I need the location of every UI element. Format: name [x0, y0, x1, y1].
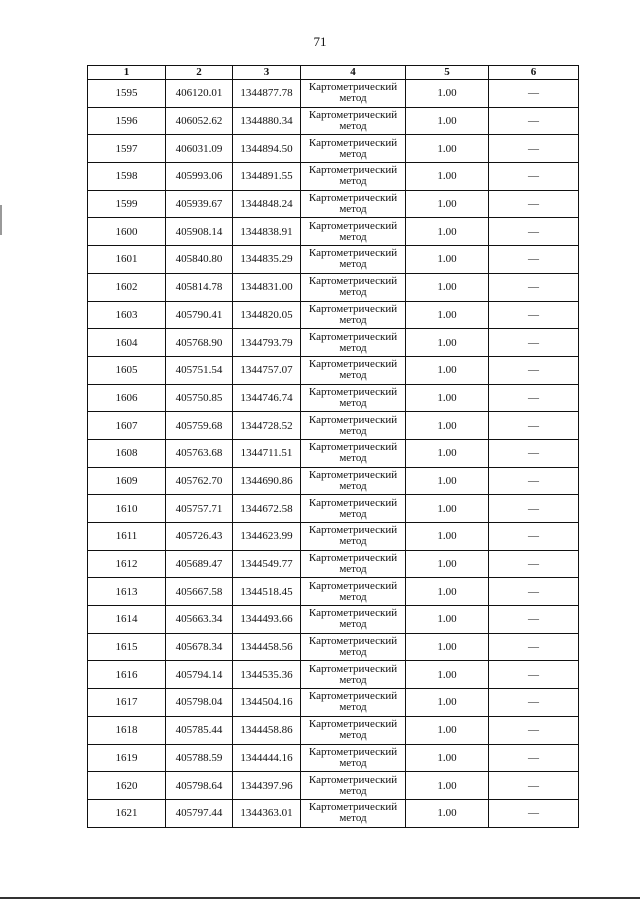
y-coordinate-cell: 1344549.77 [233, 550, 301, 578]
method-line-1: Картометрический [308, 192, 398, 205]
method-line-1: Картометрический [308, 801, 398, 814]
note-cell: — [489, 218, 579, 246]
method-cell [301, 550, 406, 578]
table-row [88, 716, 579, 744]
point-number-cell: 1613 [88, 578, 166, 606]
point-number-cell: 1615 [88, 633, 166, 661]
method-line-2: метод [339, 729, 367, 742]
method-cell [301, 190, 406, 218]
table-row [88, 329, 579, 357]
note-cell: — [489, 246, 579, 274]
note-cell: — [489, 689, 579, 717]
note-cell: — [489, 80, 579, 108]
accuracy-cell: 1.00 [406, 439, 489, 467]
point-number-cell: 1605 [88, 356, 166, 384]
method-line-1: Картометрический [308, 579, 398, 592]
method-line-2: метод [339, 147, 367, 160]
method-line-1: Картометрический [308, 358, 398, 371]
method-cell [301, 495, 406, 523]
method-line-2: метод [339, 535, 367, 548]
accuracy-cell: 1.00 [406, 107, 489, 135]
method-cell [301, 772, 406, 800]
point-number-cell: 1606 [88, 384, 166, 412]
x-coordinate-cell: 406052.62 [166, 107, 233, 135]
y-coordinate-cell: 1344835.29 [233, 246, 301, 274]
method-line-2: метод [339, 369, 367, 382]
note-cell: — [489, 356, 579, 384]
accuracy-cell: 1.00 [406, 716, 489, 744]
y-coordinate-cell: 1344746.74 [233, 384, 301, 412]
method-line-2: метод [339, 563, 367, 576]
coordinates-table [87, 65, 579, 828]
y-coordinate-cell: 1344458.56 [233, 633, 301, 661]
note-cell: — [489, 578, 579, 606]
method-line-1: Картометрический [308, 718, 398, 731]
accuracy-cell: 1.00 [406, 689, 489, 717]
x-coordinate-cell: 405798.04 [166, 689, 233, 717]
table-row [88, 495, 579, 523]
method-cell [301, 273, 406, 301]
x-coordinate-cell: 405663.34 [166, 606, 233, 634]
table-row [88, 190, 579, 218]
x-coordinate-cell: 405993.06 [166, 163, 233, 191]
method-line-1: Картометрический [308, 275, 398, 288]
accuracy-cell: 1.00 [406, 495, 489, 523]
method-line-2: метод [339, 507, 367, 520]
x-coordinate-cell: 405768.90 [166, 329, 233, 357]
method-line-1: Картометрический [308, 441, 398, 454]
method-cell [301, 578, 406, 606]
accuracy-cell: 1.00 [406, 218, 489, 246]
y-coordinate-cell: 1344757.07 [233, 356, 301, 384]
x-coordinate-cell: 405798.64 [166, 772, 233, 800]
method-line-1: Картометрический [308, 773, 398, 786]
accuracy-cell: 1.00 [406, 523, 489, 551]
point-number-cell: 1612 [88, 550, 166, 578]
accuracy-cell: 1.00 [406, 799, 489, 827]
y-coordinate-cell: 1344793.79 [233, 329, 301, 357]
table-body [88, 80, 579, 828]
x-coordinate-cell: 405750.85 [166, 384, 233, 412]
point-number-cell: 1598 [88, 163, 166, 191]
y-coordinate-cell: 1344518.45 [233, 578, 301, 606]
method-line-1: Картометрический [308, 136, 398, 149]
y-coordinate-cell: 1344363.01 [233, 799, 301, 827]
method-line-2: метод [339, 756, 367, 769]
method-line-1: Картометрический [308, 385, 398, 398]
y-coordinate-cell: 1344458.86 [233, 716, 301, 744]
point-number-cell: 1604 [88, 329, 166, 357]
method-line-2: метод [339, 618, 367, 631]
table-row [88, 135, 579, 163]
method-cell [301, 412, 406, 440]
note-cell: — [489, 716, 579, 744]
point-number-cell: 1603 [88, 301, 166, 329]
method-cell [301, 633, 406, 661]
method-line-1: Картометрический [308, 247, 398, 260]
y-coordinate-cell: 1344535.36 [233, 661, 301, 689]
y-coordinate-cell: 1344831.00 [233, 273, 301, 301]
column-header: 6 [489, 66, 579, 80]
accuracy-cell: 1.00 [406, 163, 489, 191]
method-line-1: Картометрический [308, 662, 398, 675]
method-line-2: метод [339, 230, 367, 243]
note-cell: — [489, 799, 579, 827]
method-cell [301, 301, 406, 329]
table-row [88, 799, 579, 827]
x-coordinate-cell: 405726.43 [166, 523, 233, 551]
method-cell [301, 107, 406, 135]
method-line-2: метод [339, 479, 367, 492]
accuracy-cell: 1.00 [406, 550, 489, 578]
point-number-cell: 1596 [88, 107, 166, 135]
method-line-1: Картометрический [308, 552, 398, 565]
point-number-cell: 1616 [88, 661, 166, 689]
method-cell [301, 744, 406, 772]
note-cell: — [489, 439, 579, 467]
method-line-1: Картометрический [308, 496, 398, 509]
point-number-cell: 1614 [88, 606, 166, 634]
method-line-1: Картометрический [308, 413, 398, 426]
x-coordinate-cell: 405689.47 [166, 550, 233, 578]
table-row [88, 246, 579, 274]
accuracy-cell: 1.00 [406, 606, 489, 634]
method-line-1: Картометрический [308, 607, 398, 620]
method-line-1: Картометрический [308, 219, 398, 232]
method-line-1: Картометрический [308, 302, 398, 315]
x-coordinate-cell: 405763.68 [166, 439, 233, 467]
method-line-1: Картометрический [308, 330, 398, 343]
note-cell: — [489, 467, 579, 495]
method-line-2: метод [339, 258, 367, 271]
point-number-cell: 1620 [88, 772, 166, 800]
x-coordinate-cell: 405790.41 [166, 301, 233, 329]
method-cell [301, 329, 406, 357]
note-cell: — [489, 550, 579, 578]
accuracy-cell: 1.00 [406, 80, 489, 108]
method-cell [301, 135, 406, 163]
method-line-2: метод [339, 120, 367, 133]
method-line-2: метод [339, 175, 367, 188]
note-cell: — [489, 495, 579, 523]
table-row [88, 606, 579, 634]
note-cell: — [489, 273, 579, 301]
method-cell [301, 689, 406, 717]
table-row [88, 80, 579, 108]
table-row [88, 661, 579, 689]
point-number-cell: 1602 [88, 273, 166, 301]
note-cell: — [489, 661, 579, 689]
method-cell [301, 384, 406, 412]
x-coordinate-cell: 406031.09 [166, 135, 233, 163]
y-coordinate-cell: 1344623.99 [233, 523, 301, 551]
note-cell: — [489, 523, 579, 551]
margin-mark [0, 205, 2, 235]
method-line-1: Картометрический [308, 524, 398, 537]
method-line-2: метод [339, 784, 367, 797]
accuracy-cell: 1.00 [406, 301, 489, 329]
x-coordinate-cell: 405751.54 [166, 356, 233, 384]
point-number-cell: 1601 [88, 246, 166, 274]
x-coordinate-cell: 405759.68 [166, 412, 233, 440]
method-cell [301, 356, 406, 384]
accuracy-cell: 1.00 [406, 467, 489, 495]
method-line-1: Картометрический [308, 745, 398, 758]
table-row [88, 163, 579, 191]
x-coordinate-cell: 405667.58 [166, 578, 233, 606]
method-cell [301, 799, 406, 827]
y-coordinate-cell: 1344877.78 [233, 80, 301, 108]
accuracy-cell: 1.00 [406, 273, 489, 301]
table-row [88, 273, 579, 301]
page-number: 71 [313, 34, 327, 49]
note-cell: — [489, 633, 579, 661]
x-coordinate-cell: 405794.14 [166, 661, 233, 689]
table-row [88, 772, 579, 800]
y-coordinate-cell: 1344880.34 [233, 107, 301, 135]
note-cell: — [489, 384, 579, 412]
point-number-cell: 1595 [88, 80, 166, 108]
method-cell [301, 80, 406, 108]
page-edge-line [0, 897, 640, 899]
note-cell: — [489, 301, 579, 329]
column-header: 5 [406, 66, 489, 80]
note-cell: — [489, 412, 579, 440]
y-coordinate-cell: 1344820.05 [233, 301, 301, 329]
method-line-2: метод [339, 286, 367, 299]
method-cell [301, 163, 406, 191]
accuracy-cell: 1.00 [406, 661, 489, 689]
accuracy-cell: 1.00 [406, 633, 489, 661]
table-row [88, 633, 579, 661]
method-line-2: метод [339, 701, 367, 714]
y-coordinate-cell: 1344504.16 [233, 689, 301, 717]
point-number-cell: 1621 [88, 799, 166, 827]
point-number-cell: 1611 [88, 523, 166, 551]
x-coordinate-cell: 405785.44 [166, 716, 233, 744]
table-row [88, 384, 579, 412]
y-coordinate-cell: 1344690.86 [233, 467, 301, 495]
method-line-1: Картометрический [308, 635, 398, 648]
x-coordinate-cell: 405908.14 [166, 218, 233, 246]
accuracy-cell: 1.00 [406, 356, 489, 384]
method-cell [301, 218, 406, 246]
table-row [88, 356, 579, 384]
point-number-cell: 1608 [88, 439, 166, 467]
table-row [88, 218, 579, 246]
table-row [88, 467, 579, 495]
method-line-2: метод [339, 341, 367, 354]
point-number-cell: 1607 [88, 412, 166, 440]
method-line-2: метод [339, 812, 367, 825]
column-header: 3 [233, 66, 301, 80]
note-cell: — [489, 606, 579, 634]
x-coordinate-cell: 405757.71 [166, 495, 233, 523]
x-coordinate-cell: 405762.70 [166, 467, 233, 495]
table-row [88, 550, 579, 578]
note-cell: — [489, 107, 579, 135]
y-coordinate-cell: 1344493.66 [233, 606, 301, 634]
point-number-cell: 1610 [88, 495, 166, 523]
table-row [88, 439, 579, 467]
x-coordinate-cell: 405814.78 [166, 273, 233, 301]
header-row [88, 66, 579, 80]
x-coordinate-cell: 406120.01 [166, 80, 233, 108]
method-line-1: Картометрический [308, 81, 398, 94]
note-cell: — [489, 329, 579, 357]
method-line-1: Картометрический [308, 468, 398, 481]
point-number-cell: 1617 [88, 689, 166, 717]
method-cell [301, 439, 406, 467]
method-cell [301, 661, 406, 689]
y-coordinate-cell: 1344397.96 [233, 772, 301, 800]
column-header: 1 [88, 66, 166, 80]
x-coordinate-cell: 405840.80 [166, 246, 233, 274]
note-cell: — [489, 135, 579, 163]
column-header: 2 [166, 66, 233, 80]
table-row [88, 523, 579, 551]
note-cell: — [489, 163, 579, 191]
method-cell [301, 523, 406, 551]
y-coordinate-cell: 1344894.50 [233, 135, 301, 163]
note-cell: — [489, 190, 579, 218]
column-header: 4 [301, 66, 406, 80]
method-cell [301, 716, 406, 744]
method-cell [301, 467, 406, 495]
table-row [88, 412, 579, 440]
table-row [88, 301, 579, 329]
point-number-cell: 1600 [88, 218, 166, 246]
y-coordinate-cell: 1344891.55 [233, 163, 301, 191]
accuracy-cell: 1.00 [406, 329, 489, 357]
note-cell: — [489, 744, 579, 772]
method-line-2: метод [339, 203, 367, 216]
y-coordinate-cell: 1344444.16 [233, 744, 301, 772]
accuracy-cell: 1.00 [406, 384, 489, 412]
accuracy-cell: 1.00 [406, 135, 489, 163]
table-row [88, 689, 579, 717]
table-row [88, 744, 579, 772]
method-line-2: метод [339, 424, 367, 437]
method-line-1: Картометрический [308, 109, 398, 122]
method-line-1: Картометрический [308, 164, 398, 177]
y-coordinate-cell: 1344711.51 [233, 439, 301, 467]
method-line-2: метод [339, 313, 367, 326]
x-coordinate-cell: 405788.59 [166, 744, 233, 772]
method-line-2: метод [339, 396, 367, 409]
y-coordinate-cell: 1344838.91 [233, 218, 301, 246]
accuracy-cell: 1.00 [406, 578, 489, 606]
method-line-2: метод [339, 673, 367, 686]
method-line-1: Картометрический [308, 690, 398, 703]
accuracy-cell: 1.00 [406, 744, 489, 772]
accuracy-cell: 1.00 [406, 772, 489, 800]
accuracy-cell: 1.00 [406, 412, 489, 440]
x-coordinate-cell: 405797.44 [166, 799, 233, 827]
y-coordinate-cell: 1344848.24 [233, 190, 301, 218]
point-number-cell: 1597 [88, 135, 166, 163]
method-line-2: метод [339, 452, 367, 465]
method-line-2: метод [339, 92, 367, 105]
method-line-2: метод [339, 646, 367, 659]
accuracy-cell: 1.00 [406, 190, 489, 218]
method-line-2: метод [339, 590, 367, 603]
x-coordinate-cell: 405678.34 [166, 633, 233, 661]
table-row [88, 107, 579, 135]
accuracy-cell: 1.00 [406, 246, 489, 274]
y-coordinate-cell: 1344672.58 [233, 495, 301, 523]
table-row [88, 578, 579, 606]
point-number-cell: 1599 [88, 190, 166, 218]
x-coordinate-cell: 405939.67 [166, 190, 233, 218]
point-number-cell: 1618 [88, 716, 166, 744]
y-coordinate-cell: 1344728.52 [233, 412, 301, 440]
note-cell: — [489, 772, 579, 800]
point-number-cell: 1619 [88, 744, 166, 772]
method-cell [301, 606, 406, 634]
method-cell [301, 246, 406, 274]
point-number-cell: 1609 [88, 467, 166, 495]
